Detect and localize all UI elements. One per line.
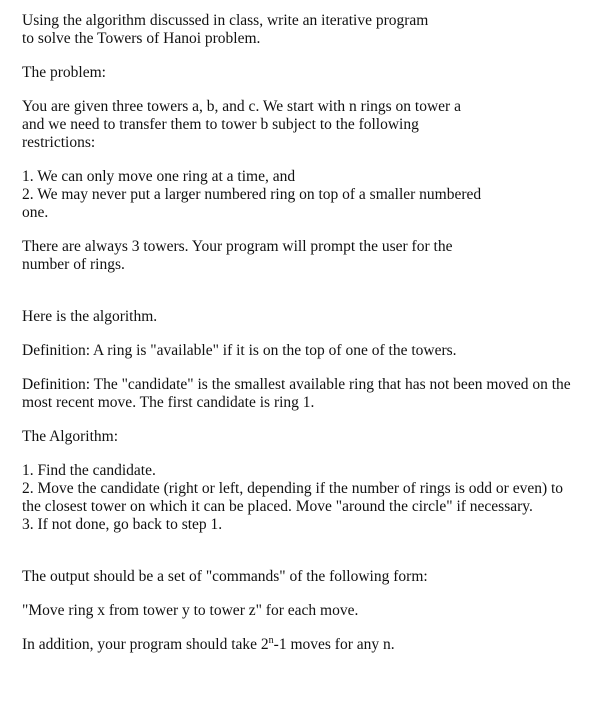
document-body	[22, 12, 602, 654]
intro-line-2: to solve the Towers of Hanoi problem.	[22, 30, 261, 47]
algorithm-heading: The Algorithm:	[22, 428, 119, 445]
towers-line-1: There are always 3 towers. Your program will prompt the user for the	[22, 238, 453, 255]
algorithm-intro: Here is the algorithm.	[22, 308, 158, 325]
problem-line-2: and we need to transfer them to tower b subject to the following	[22, 116, 419, 133]
problem-heading: The problem:	[22, 64, 106, 81]
step-1: 1. Find the candidate.	[22, 462, 156, 479]
definition-candidate-line-2: most recent move. The first candidate is ring 1.	[22, 394, 315, 411]
final-requirement-prefix: In addition, your program should take 2	[22, 636, 269, 653]
step-2-line-2: the closest tower on which it can be placed. Move "around the circle" if necessary.	[22, 498, 533, 515]
problem-line-1: You are given three towers a, b, and c. We start with n rings on tower a	[22, 98, 461, 115]
intro-line-1: Using the algorithm discussed in class, write an iterative program	[22, 12, 429, 29]
final-requirement	[22, 636, 602, 654]
output-command: "Move ring x from tower y to tower z" for each move.	[22, 602, 359, 619]
restriction-item-2-line-1: 2. We may never put a larger numbered ring on top of a smaller numbered	[22, 186, 482, 203]
step-3: 3. If not done, go back to step 1.	[22, 516, 223, 533]
problem-line-3: restrictions:	[22, 134, 96, 151]
definition-available: Definition: A ring is "available" if it is on the top of one of the towers.	[22, 342, 457, 359]
final-requirement-suffix: -1 moves for any n.	[273, 636, 395, 653]
restriction-item-2-line-2: one.	[22, 204, 49, 221]
final-requirement-exponent: n	[268, 635, 274, 646]
restriction-item-1: 1. We can only move one ring at a time, and	[22, 168, 296, 185]
output-line: The output should be a set of "commands" of the following form:	[22, 568, 428, 585]
step-2-line-1: 2. Move the candidate (right or left, depending if the number of rings is odd or even) to	[22, 480, 564, 497]
definition-candidate-line-1: Definition: The "candidate" is the smallest available ring that has not been moved on the	[22, 376, 571, 393]
towers-line-2: number of rings.	[22, 256, 125, 273]
